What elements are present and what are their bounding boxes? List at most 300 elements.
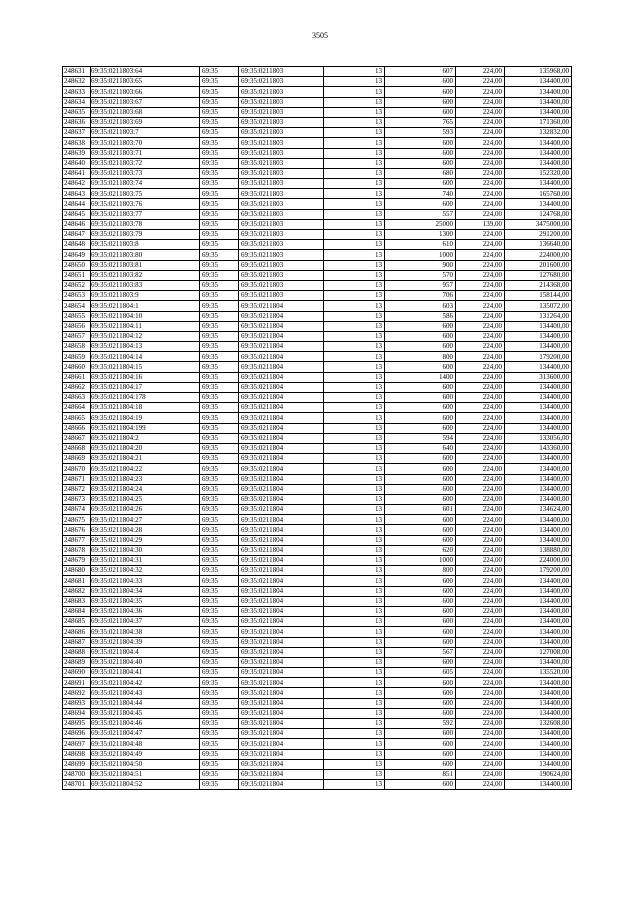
value-cell: 134400,00 (505, 596, 572, 606)
rate-cell: 224,00 (456, 739, 505, 749)
district-code-cell: 69:35 (200, 505, 239, 515)
quarter-number-cell: 69:35:0211804 (239, 372, 324, 382)
district-code-cell: 69:35 (200, 494, 239, 504)
cadastral-number-cell: 69:35:0211803:83 (91, 280, 200, 290)
quarter-number-cell: 69:35:0211804 (239, 403, 324, 413)
quarter-number-cell: 69:35:0211804 (239, 566, 324, 576)
table-row (63, 362, 572, 372)
district-code-cell: 69:35 (200, 311, 239, 321)
row-number-cell: 248683 (63, 596, 91, 606)
table-row (63, 535, 572, 545)
quarter-number-cell: 69:35:0211804 (239, 556, 324, 566)
rate-cell: 224,00 (456, 708, 505, 718)
rate-cell: 224,00 (456, 780, 505, 790)
table-row (63, 270, 572, 280)
category-code-cell: 13 (324, 393, 385, 403)
area-cell: 586 (385, 311, 456, 321)
district-code-cell: 69:35 (200, 719, 239, 729)
value-cell: 134400,00 (505, 484, 572, 494)
value-cell: 313600,00 (505, 372, 572, 382)
area-cell: 957 (385, 280, 456, 290)
category-code-cell: 13 (324, 301, 385, 311)
quarter-number-cell: 69:35:0211803 (239, 199, 324, 209)
cadastral-number-cell: 69:35:0211804:27 (91, 515, 200, 525)
row-number-cell: 248641 (63, 168, 91, 178)
quarter-number-cell: 69:35:0211803 (239, 148, 324, 158)
category-code-cell: 13 (324, 179, 385, 189)
area-cell: 600 (385, 403, 456, 413)
quarter-number-cell: 69:35:0211804 (239, 769, 324, 779)
cadastral-number-cell: 69:35:0211803:65 (91, 77, 200, 87)
area-cell: 25000 (385, 219, 456, 229)
rate-cell: 224,00 (456, 729, 505, 739)
district-code-cell: 69:35 (200, 413, 239, 423)
area-cell: 600 (385, 331, 456, 341)
area-cell: 600 (385, 739, 456, 749)
area-cell: 600 (385, 688, 456, 698)
district-code-cell: 69:35 (200, 372, 239, 382)
category-code-cell: 13 (324, 413, 385, 423)
table-row (63, 209, 572, 219)
area-cell: 600 (385, 382, 456, 392)
row-number-cell: 248697 (63, 739, 91, 749)
rate-cell: 224,00 (456, 352, 505, 362)
rate-cell: 224,00 (456, 505, 505, 515)
table-row (63, 739, 572, 749)
value-cell: 179200,00 (505, 566, 572, 576)
category-code-cell: 13 (324, 708, 385, 718)
quarter-number-cell: 69:35:0211804 (239, 729, 324, 739)
table-row (63, 545, 572, 555)
category-code-cell: 13 (324, 403, 385, 413)
quarter-number-cell: 69:35:0211804 (239, 698, 324, 708)
category-code-cell: 13 (324, 780, 385, 790)
cadastral-number-cell: 69:35:0211803:70 (91, 138, 200, 148)
category-code-cell: 13 (324, 566, 385, 576)
rate-cell: 224,00 (456, 443, 505, 453)
table-row (63, 280, 572, 290)
value-cell: 134400,00 (505, 688, 572, 698)
cadastral-number-cell: 69:35:0211804:28 (91, 525, 200, 535)
area-cell: 600 (385, 627, 456, 637)
value-cell: 134400,00 (505, 403, 572, 413)
cadastral-number-cell: 69:35:0211803:80 (91, 250, 200, 260)
row-number-cell: 248669 (63, 454, 91, 464)
quarter-number-cell: 69:35:0211804 (239, 678, 324, 688)
district-code-cell: 69:35 (200, 362, 239, 372)
category-code-cell: 13 (324, 148, 385, 158)
category-code-cell: 13 (324, 494, 385, 504)
district-code-cell: 69:35 (200, 627, 239, 637)
table-row (63, 331, 572, 341)
category-code-cell: 13 (324, 769, 385, 779)
cadastral-number-cell: 69:35:0211804:26 (91, 505, 200, 515)
rate-cell: 224,00 (456, 362, 505, 372)
value-cell: 134400,00 (505, 759, 572, 769)
cadastral-number-cell: 69:35:0211804:44 (91, 698, 200, 708)
value-cell: 134400,00 (505, 342, 572, 352)
rate-cell: 224,00 (456, 321, 505, 331)
quarter-number-cell: 69:35:0211804 (239, 494, 324, 504)
value-cell: 135968,00 (505, 67, 572, 77)
cadastral-number-cell: 69:35:0211804:15 (91, 362, 200, 372)
district-code-cell: 69:35 (200, 566, 239, 576)
value-cell: 158144,00 (505, 291, 572, 301)
cadastral-number-cell: 69:35:0211804:39 (91, 637, 200, 647)
row-number-cell: 248681 (63, 576, 91, 586)
category-code-cell: 13 (324, 729, 385, 739)
rate-cell: 224,00 (456, 566, 505, 576)
value-cell: 171360,00 (505, 117, 572, 127)
category-code-cell: 13 (324, 617, 385, 627)
cadastral-number-cell: 69:35:0211803:81 (91, 260, 200, 270)
table-row (63, 158, 572, 168)
table-row (63, 515, 572, 525)
area-cell: 605 (385, 668, 456, 678)
area-cell: 600 (385, 393, 456, 403)
area-cell: 640 (385, 443, 456, 453)
category-code-cell: 13 (324, 128, 385, 138)
table-row (63, 189, 572, 199)
quarter-number-cell: 69:35:0211804 (239, 780, 324, 790)
cadastral-number-cell: 69:35:0211804:18 (91, 403, 200, 413)
rate-cell: 224,00 (456, 87, 505, 97)
district-code-cell: 69:35 (200, 759, 239, 769)
district-code-cell: 69:35 (200, 393, 239, 403)
table-row (63, 769, 572, 779)
quarter-number-cell: 69:35:0211803 (239, 179, 324, 189)
area-cell: 600 (385, 606, 456, 616)
rate-cell: 224,00 (456, 494, 505, 504)
quarter-number-cell: 69:35:0211803 (239, 128, 324, 138)
category-code-cell: 13 (324, 627, 385, 637)
row-number-cell: 248661 (63, 372, 91, 382)
rate-cell: 224,00 (456, 280, 505, 290)
row-number-cell: 248637 (63, 128, 91, 138)
rate-cell: 224,00 (456, 413, 505, 423)
rate-cell: 224,00 (456, 759, 505, 769)
cadastral-number-cell: 69:35:0211804:21 (91, 454, 200, 464)
value-cell: 134400,00 (505, 576, 572, 586)
cadastral-number-cell: 69:35:0211804:45 (91, 708, 200, 718)
value-cell: 134400,00 (505, 148, 572, 158)
row-number-cell: 248654 (63, 301, 91, 311)
quarter-number-cell: 69:35:0211804 (239, 454, 324, 464)
area-cell: 600 (385, 515, 456, 525)
quarter-number-cell: 69:35:0211804 (239, 362, 324, 372)
district-code-cell: 69:35 (200, 209, 239, 219)
district-code-cell: 69:35 (200, 443, 239, 453)
category-code-cell: 13 (324, 158, 385, 168)
category-code-cell: 13 (324, 230, 385, 240)
cadastral-number-cell: 69:35:0211804:22 (91, 464, 200, 474)
row-number-cell: 248666 (63, 423, 91, 433)
quarter-number-cell: 69:35:0211804 (239, 637, 324, 647)
table-row (63, 729, 572, 739)
rate-cell: 224,00 (456, 393, 505, 403)
quarter-number-cell: 69:35:0211804 (239, 749, 324, 759)
district-code-cell: 69:35 (200, 678, 239, 688)
table-row (63, 67, 572, 77)
row-number-cell: 248691 (63, 678, 91, 688)
table-row (63, 117, 572, 127)
quarter-number-cell: 69:35:0211804 (239, 719, 324, 729)
cadastral-number-cell: 69:35:0211804:13 (91, 342, 200, 352)
area-cell: 1000 (385, 556, 456, 566)
category-code-cell: 13 (324, 342, 385, 352)
table-row (63, 606, 572, 616)
area-cell: 706 (385, 291, 456, 301)
category-code-cell: 13 (324, 77, 385, 87)
rate-cell: 224,00 (456, 342, 505, 352)
cadastral-number-cell: 69:35:0211803:66 (91, 87, 200, 97)
rate-cell: 224,00 (456, 423, 505, 433)
category-code-cell: 13 (324, 138, 385, 148)
cadastral-number-cell: 69:35:0211803:75 (91, 189, 200, 199)
district-code-cell: 69:35 (200, 596, 239, 606)
cadastral-number-cell: 69:35:0211804:46 (91, 719, 200, 729)
area-cell: 1000 (385, 250, 456, 260)
area-cell: 600 (385, 525, 456, 535)
value-cell: 165760,00 (505, 189, 572, 199)
cadastral-number-cell: 69:35:0211803:76 (91, 199, 200, 209)
quarter-number-cell: 69:35:0211804 (239, 657, 324, 667)
value-cell: 134400,00 (505, 179, 572, 189)
rate-cell: 224,00 (456, 168, 505, 178)
area-cell: 600 (385, 678, 456, 688)
quarter-number-cell: 69:35:0211804 (239, 393, 324, 403)
row-number-cell: 248655 (63, 311, 91, 321)
category-code-cell: 13 (324, 688, 385, 698)
row-number-cell: 248701 (63, 780, 91, 790)
cadastral-number-cell: 69:35:0211804:16 (91, 372, 200, 382)
value-cell: 134400,00 (505, 393, 572, 403)
category-code-cell: 13 (324, 260, 385, 270)
district-code-cell: 69:35 (200, 382, 239, 392)
cadastral-number-cell: 69:35:0211804:2 (91, 433, 200, 443)
rate-cell: 224,00 (456, 250, 505, 260)
row-number-cell: 248676 (63, 525, 91, 535)
district-code-cell: 69:35 (200, 423, 239, 433)
rate-cell: 224,00 (456, 617, 505, 627)
area-cell: 600 (385, 138, 456, 148)
row-number-cell: 248686 (63, 627, 91, 637)
cadastral-number-cell: 69:35:0211803:7 (91, 128, 200, 138)
rate-cell: 224,00 (456, 698, 505, 708)
district-code-cell: 69:35 (200, 250, 239, 260)
rate-cell: 224,00 (456, 474, 505, 484)
quarter-number-cell: 69:35:0211803 (239, 280, 324, 290)
area-cell: 600 (385, 454, 456, 464)
value-cell: 134400,00 (505, 423, 572, 433)
value-cell: 134400,00 (505, 749, 572, 759)
district-code-cell: 69:35 (200, 77, 239, 87)
value-cell: 136640,00 (505, 240, 572, 250)
cadastral-number-cell: 69:35:0211804:51 (91, 769, 200, 779)
quarter-number-cell: 69:35:0211804 (239, 474, 324, 484)
table-row (63, 556, 572, 566)
table-row (63, 128, 572, 138)
table-row (63, 311, 572, 321)
table-row (63, 688, 572, 698)
row-number-cell: 248684 (63, 606, 91, 616)
quarter-number-cell: 69:35:0211803 (239, 67, 324, 77)
category-code-cell: 13 (324, 107, 385, 117)
quarter-number-cell: 69:35:0211804 (239, 301, 324, 311)
district-code-cell: 69:35 (200, 464, 239, 474)
row-number-cell: 248700 (63, 769, 91, 779)
category-code-cell: 13 (324, 321, 385, 331)
row-number-cell: 248665 (63, 413, 91, 423)
area-cell: 600 (385, 759, 456, 769)
page-number: 3505 (312, 31, 328, 40)
category-code-cell: 13 (324, 637, 385, 647)
cadastral-number-cell: 69:35:0211804:34 (91, 586, 200, 596)
category-code-cell: 13 (324, 586, 385, 596)
table-row (63, 260, 572, 270)
rate-cell: 224,00 (456, 545, 505, 555)
cadastral-number-cell: 69:35:0211803:68 (91, 107, 200, 117)
rate-cell: 224,00 (456, 454, 505, 464)
quarter-number-cell: 69:35:0211804 (239, 352, 324, 362)
rate-cell: 224,00 (456, 179, 505, 189)
cadastral-number-cell: 69:35:0211804:36 (91, 606, 200, 616)
rate-cell: 224,00 (456, 637, 505, 647)
district-code-cell: 69:35 (200, 769, 239, 779)
table-row (63, 576, 572, 586)
row-number-cell: 248639 (63, 148, 91, 158)
value-cell: 127680,00 (505, 270, 572, 280)
district-code-cell: 69:35 (200, 525, 239, 535)
quarter-number-cell: 69:35:0211804 (239, 739, 324, 749)
district-code-cell: 69:35 (200, 668, 239, 678)
rate-cell: 224,00 (456, 138, 505, 148)
row-number-cell: 248645 (63, 209, 91, 219)
quarter-number-cell: 69:35:0211803 (239, 138, 324, 148)
row-number-cell: 248673 (63, 494, 91, 504)
cadastral-number-cell: 69:35:0211804:24 (91, 484, 200, 494)
category-code-cell: 13 (324, 240, 385, 250)
rate-cell: 139,00 (456, 219, 505, 229)
quarter-number-cell: 69:35:0211804 (239, 535, 324, 545)
row-number-cell: 248695 (63, 719, 91, 729)
district-code-cell: 69:35 (200, 484, 239, 494)
category-code-cell: 13 (324, 759, 385, 769)
row-number-cell: 248643 (63, 189, 91, 199)
area-cell: 594 (385, 433, 456, 443)
area-cell: 600 (385, 413, 456, 423)
row-number-cell: 248694 (63, 708, 91, 718)
cadastral-number-cell: 69:35:0211803:74 (91, 179, 200, 189)
category-code-cell: 13 (324, 97, 385, 107)
value-cell: 134400,00 (505, 535, 572, 545)
table-row (63, 719, 572, 729)
rate-cell: 224,00 (456, 291, 505, 301)
quarter-number-cell: 69:35:0211804 (239, 433, 324, 443)
category-code-cell: 13 (324, 199, 385, 209)
category-code-cell: 13 (324, 423, 385, 433)
value-cell: 132608,00 (505, 719, 572, 729)
table-row (63, 342, 572, 352)
cadastral-number-cell: 69:35:0211804:50 (91, 759, 200, 769)
table-row (63, 423, 572, 433)
quarter-number-cell: 69:35:0211804 (239, 586, 324, 596)
rate-cell: 224,00 (456, 189, 505, 199)
district-code-cell: 69:35 (200, 128, 239, 138)
value-cell: 134400,00 (505, 627, 572, 637)
table-row (63, 291, 572, 301)
row-number-cell: 248670 (63, 464, 91, 474)
cadastral-number-cell: 69:35:0211804:23 (91, 474, 200, 484)
row-number-cell: 248672 (63, 484, 91, 494)
cadastral-number-cell: 69:35:0211803:77 (91, 209, 200, 219)
district-code-cell: 69:35 (200, 688, 239, 698)
table-row (63, 525, 572, 535)
rate-cell: 224,00 (456, 230, 505, 240)
cadastral-number-cell: 69:35:0211804:19 (91, 413, 200, 423)
category-code-cell: 13 (324, 270, 385, 280)
value-cell: 152320,00 (505, 168, 572, 178)
quarter-number-cell: 69:35:0211803 (239, 158, 324, 168)
row-number-cell: 248667 (63, 433, 91, 443)
table-row (63, 413, 572, 423)
district-code-cell: 69:35 (200, 657, 239, 667)
quarter-number-cell: 69:35:0211804 (239, 596, 324, 606)
cadastral-number-cell: 69:35:0211804:37 (91, 617, 200, 627)
value-cell: 214368,00 (505, 280, 572, 290)
cadastral-number-cell: 69:35:0211803:72 (91, 158, 200, 168)
quarter-number-cell: 69:35:0211803 (239, 189, 324, 199)
rate-cell: 224,00 (456, 535, 505, 545)
quarter-number-cell: 69:35:0211803 (239, 219, 324, 229)
area-cell: 740 (385, 189, 456, 199)
table-row (63, 230, 572, 240)
area-cell: 600 (385, 596, 456, 606)
row-number-cell: 248652 (63, 280, 91, 290)
table-row (63, 454, 572, 464)
rate-cell: 224,00 (456, 627, 505, 637)
district-code-cell: 69:35 (200, 240, 239, 250)
row-number-cell: 248638 (63, 138, 91, 148)
row-number-cell: 248675 (63, 515, 91, 525)
cadastral-number-cell: 69:35:0211804:199 (91, 423, 200, 433)
district-code-cell: 69:35 (200, 708, 239, 718)
rate-cell: 224,00 (456, 301, 505, 311)
rate-cell: 224,00 (456, 657, 505, 667)
cadastral-number-cell: 69:35:0211804:17 (91, 382, 200, 392)
quarter-number-cell: 69:35:0211804 (239, 484, 324, 494)
value-cell: 134400,00 (505, 617, 572, 627)
district-code-cell: 69:35 (200, 107, 239, 117)
category-code-cell: 13 (324, 87, 385, 97)
quarter-number-cell: 69:35:0211804 (239, 321, 324, 331)
area-cell: 900 (385, 260, 456, 270)
table-row (63, 759, 572, 769)
area-cell: 592 (385, 719, 456, 729)
district-code-cell: 69:35 (200, 321, 239, 331)
quarter-number-cell: 69:35:0211804 (239, 311, 324, 321)
rate-cell: 224,00 (456, 403, 505, 413)
table-row (63, 403, 572, 413)
area-cell: 600 (385, 87, 456, 97)
category-code-cell: 13 (324, 525, 385, 535)
rate-cell: 224,00 (456, 484, 505, 494)
category-code-cell: 13 (324, 117, 385, 127)
area-cell: 600 (385, 199, 456, 209)
value-cell: 134624,00 (505, 505, 572, 515)
row-number-cell: 248653 (63, 291, 91, 301)
cadastral-number-cell: 69:35:0211803:82 (91, 270, 200, 280)
